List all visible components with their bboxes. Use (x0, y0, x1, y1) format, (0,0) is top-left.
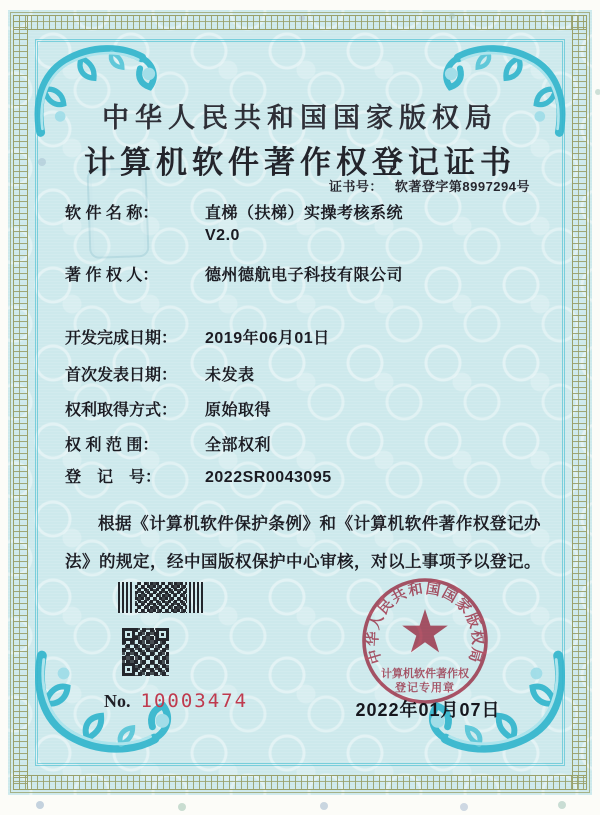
field-label: 权利取得方式： (65, 402, 178, 419)
registration-number: 2022SR0043095 (205, 469, 332, 486)
greek-key-top (13, 15, 587, 30)
greek-key-bottom (13, 775, 587, 790)
serial-number-line (104, 690, 248, 712)
certificate-number-line (329, 176, 530, 195)
qr-code (122, 628, 169, 676)
seal-title-line1: 计算机软件著作权 (381, 668, 469, 680)
field-row-copyright-owner (65, 265, 403, 287)
barcode-right-bars (189, 582, 204, 613)
barcode-matrix (135, 582, 187, 613)
certificate-paper (8, 10, 592, 795)
field-label: 权 利 范 围： (65, 437, 159, 454)
serial-number: 10003474 (140, 690, 249, 712)
certificate-title: 计算机软件著作权登记证书 (84, 145, 516, 180)
field-label: 登 记 号： (65, 469, 162, 486)
field-row-rights-scope (65, 435, 271, 457)
authority-title: 中华人民共和国国家版权局 (102, 103, 498, 133)
certificate-number-label: 证书号： (328, 179, 383, 194)
serial-prefix: No. (104, 691, 131, 711)
copyright-owner: 德州德航电子科技有限公司 (205, 267, 404, 284)
field-row-completion-date (65, 328, 330, 350)
field-label: 开发完成日期： (65, 330, 178, 347)
qr-finder-icon (122, 663, 135, 676)
registration-statement: 根据《计算机软件保护条例》和《计算机软件著作权登记办法》的规定，经中国版权保护中心审核，对以上事项予以登记。 (65, 514, 541, 571)
issue-date: 2022年01月07日 (355, 700, 501, 720)
acquisition-method: 原始取得 (205, 402, 272, 419)
field-label: 软 件 名 称： (65, 205, 159, 222)
field-value (205, 203, 403, 247)
software-version: V2.0 (205, 227, 240, 244)
security-fibers (0, 0, 4, 4)
field-label: 首次发表日期： (65, 367, 178, 384)
software-name: 直梯（扶梯）实操考核系统 (205, 205, 404, 222)
seal-title-line2: 登记专用章 (395, 682, 455, 694)
field-row-acquisition-method (65, 400, 271, 422)
field-row-software-name (65, 203, 403, 247)
barcode-left-bars (118, 582, 133, 613)
completion-date: 2019年06月01日 (205, 330, 330, 347)
qr-finder-icon (122, 628, 135, 641)
rights-scope: 全部权利 (205, 437, 272, 454)
seal-ring-text: 中华人民共和国国家版权局 (365, 580, 485, 666)
first-publication: 未发表 (205, 367, 255, 384)
barcode (118, 582, 204, 613)
qr-finder-icon (156, 628, 169, 641)
field-label: 著 作 权 人： (65, 267, 159, 284)
field-row-registration-number (65, 467, 332, 489)
certificate-number-value: 软著登字第8997294号 (394, 179, 530, 194)
field-row-first-publication (65, 365, 255, 387)
